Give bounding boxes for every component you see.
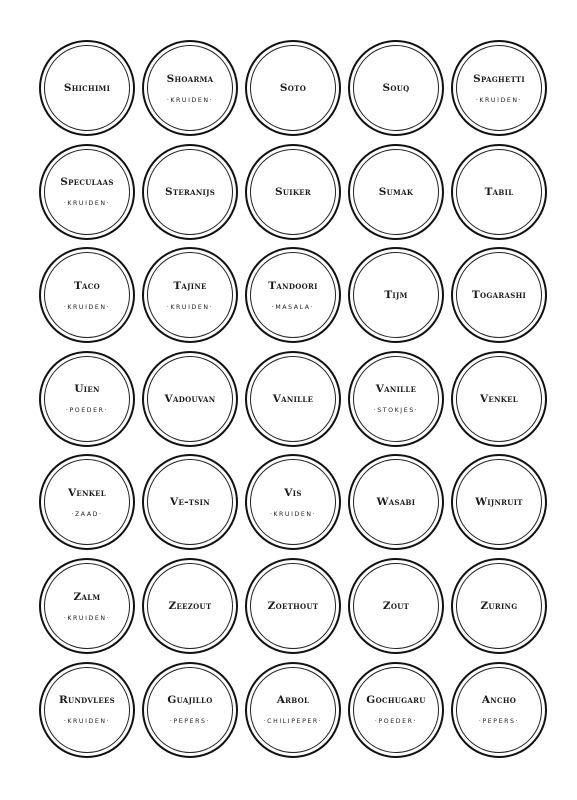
spice-name: Zalm [73,590,101,603]
spice-label [245,662,341,758]
spice-name: Zout [382,600,410,612]
spice-name: Sumak [378,185,414,198]
label-text [350,42,442,134]
label-text [350,249,442,341]
spice-name: Spaghetti [473,72,525,85]
label-text [247,456,339,548]
spice-subtitle: ·STOKJES· [373,407,419,415]
spice-label [348,454,444,550]
spice-name: Rundvlees [59,694,115,707]
spice-label [451,40,547,136]
label-text [144,664,236,756]
label-text [453,353,545,445]
spice-subtitle: ·KRUIDEN· [63,303,111,311]
spice-name: Vadouvan [164,392,216,405]
label-text [144,456,236,548]
spice-name: Speculaas [60,176,114,189]
spice-label [39,247,135,343]
spice-name: Tabil [484,185,514,198]
spice-label [39,558,135,654]
spice-label [142,351,238,447]
label-text [41,249,133,341]
spice-label [451,454,547,550]
label-text [350,456,442,548]
spice-label [348,351,444,447]
spice-label [451,662,547,758]
spice-name: Souq [382,82,410,94]
spice-name: Wijnruit [475,496,523,509]
spice-label [142,40,238,136]
spice-subtitle: ·KRUIDEN· [166,96,214,104]
spice-name: Tijm [384,289,408,302]
spice-label [245,454,341,550]
spice-subtitle: ·KRUIDEN· [269,510,317,518]
spice-label [39,144,135,240]
label-text [41,560,133,652]
spice-label [451,351,547,447]
spice-label [39,351,135,447]
spice-name: Zuring [480,600,518,612]
spice-subtitle: ·PEPERS· [478,718,520,726]
spice-name: Tajine [173,279,207,292]
label-text [453,249,545,341]
label-text [247,560,339,652]
spice-name: Vanille [272,392,314,405]
spice-label [348,558,444,654]
spice-label [142,558,238,654]
spice-subtitle: ·KRUIDEN· [166,303,214,311]
spice-label [348,144,444,240]
spice-name: Vanille [375,383,417,396]
spice-subtitle: ·KRUIDEN· [63,200,111,208]
spice-label [348,40,444,136]
spice-label [245,558,341,654]
spice-subtitle: ·POEDER· [374,718,418,726]
spice-name: Steranijs [164,185,216,198]
label-text [453,456,545,548]
label-text [41,456,133,548]
spice-label [39,662,135,758]
spice-name: Togarashi [471,289,527,302]
label-text [41,42,133,134]
spice-name: Shoarma [166,72,214,85]
spice-name: Shichimi [63,82,111,94]
spice-subtitle: ·CHILIPEPER· [263,718,323,726]
label-text [144,146,236,238]
label-text [144,560,236,652]
spice-name: Arbol [276,694,310,707]
label-text [453,560,545,652]
spice-name: Taco [73,279,101,292]
spice-subtitle: ·POEDER· [65,407,109,415]
spice-label [348,662,444,758]
spice-name: Venkel [67,486,107,499]
label-text [41,146,133,238]
spice-label [142,662,238,758]
spice-name: Soto [279,82,307,94]
label-text [247,146,339,238]
spice-name: Wasabi [376,496,416,509]
spice-label [142,454,238,550]
spice-name: Suiker [275,185,311,198]
label-text [453,42,545,134]
spice-name: Guajillo [167,694,213,707]
spice-name: Venkel [479,392,519,405]
spice-label [39,454,135,550]
spice-label [245,40,341,136]
spice-subtitle: ·KRUIDEN· [63,614,111,622]
spice-label [245,144,341,240]
label-text [453,664,545,756]
spice-label [245,351,341,447]
spice-label [142,144,238,240]
spice-name: Tandoori [268,279,318,292]
spice-name: Ancho [481,694,517,707]
label-text [350,664,442,756]
label-text [453,146,545,238]
spice-label [245,247,341,343]
spice-subtitle: ·KRUIDEN· [475,96,523,104]
label-text [144,353,236,445]
spice-label [39,40,135,136]
spice-name: Zoethout [267,600,319,612]
spice-subtitle: ·MASALA· [271,303,315,311]
label-text [350,146,442,238]
spice-label [142,247,238,343]
spice-label [348,247,444,343]
label-text [41,664,133,756]
spice-label [451,144,547,240]
label-text [144,42,236,134]
spice-name: Gochugaru [366,694,426,707]
spice-subtitle: ·KRUIDEN· [63,718,111,726]
spice-name: Uien [74,383,100,396]
label-text [247,353,339,445]
label-text [350,560,442,652]
spice-label [451,247,547,343]
spice-name: Vis [284,486,302,499]
label-text [247,664,339,756]
spice-subtitle: ·PEPERS· [169,718,211,726]
spice-name: Ve-tsin [170,496,210,509]
label-text [247,42,339,134]
spice-name: Zeezout [168,600,212,612]
spice-label [451,558,547,654]
label-text [41,353,133,445]
label-text [247,249,339,341]
label-text [144,249,236,341]
label-text [350,353,442,445]
spice-subtitle: ·ZAAD· [71,510,103,518]
